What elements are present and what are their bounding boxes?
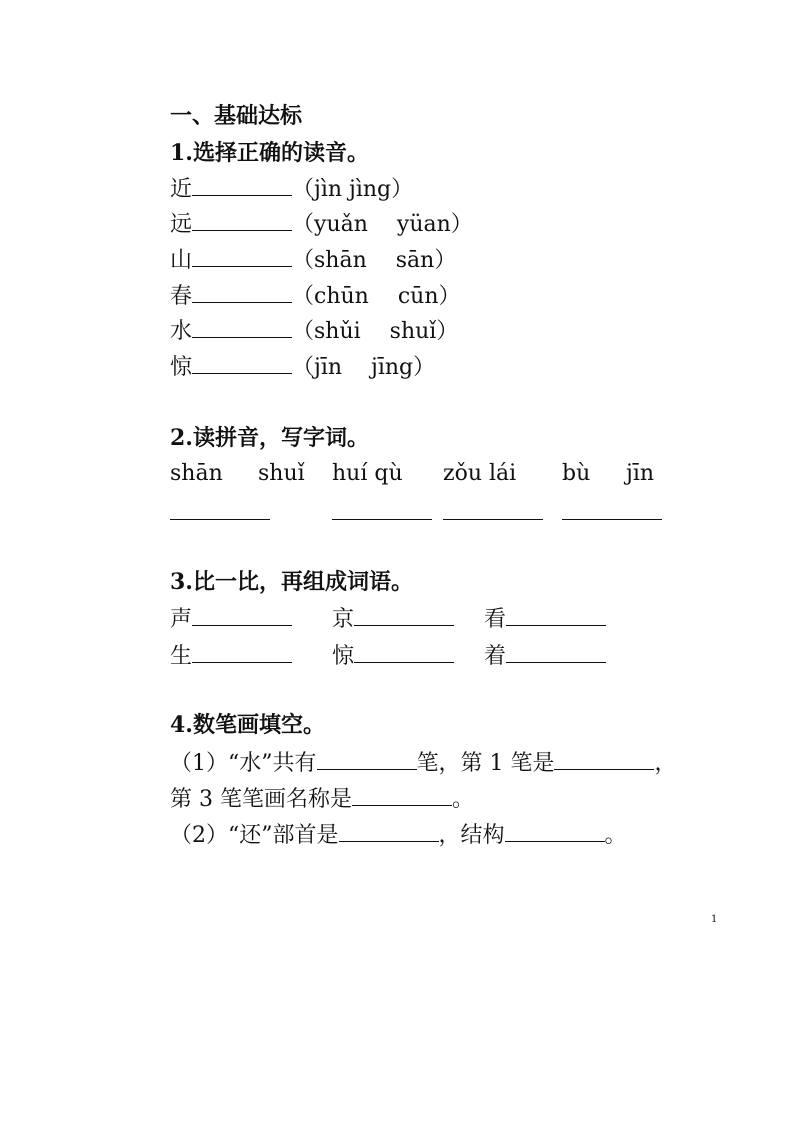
q3-char: 声 — [170, 607, 193, 632]
q3-item — [170, 603, 292, 635]
q1-char: 远 — [170, 212, 193, 237]
q1-char: 近 — [170, 177, 193, 202]
q2-pinyin: huí qù — [332, 461, 403, 486]
q2-blank-row — [0, 497, 794, 527]
answer-blank[interactable] — [505, 819, 605, 842]
q1-options: （shān sān） — [292, 248, 457, 273]
answer-blank[interactable] — [192, 603, 292, 626]
q1-row — [170, 208, 473, 240]
q1-char: 惊 — [170, 355, 193, 380]
answer-blank[interactable] — [352, 783, 452, 806]
q1-char: 水 — [170, 319, 193, 344]
q2-pinyin: jīn — [626, 461, 655, 486]
page-number: 1 — [711, 914, 718, 925]
q2-pinyin: shān — [170, 461, 223, 486]
q4-line — [170, 747, 677, 779]
answer-blank[interactable] — [554, 747, 654, 770]
q1-options: （shǔi shuǐ） — [292, 319, 459, 344]
q4-text: 。 — [451, 787, 474, 812]
answer-blank[interactable] — [506, 640, 606, 663]
answer-blank[interactable] — [317, 747, 417, 770]
q1-title: 1.选择正确的读音。 — [170, 140, 369, 166]
q1-row — [170, 173, 413, 205]
answer-blank[interactable] — [192, 351, 292, 374]
answer-blank[interactable] — [192, 244, 292, 267]
q4-text: 笔，第 1 笔是 — [416, 751, 555, 776]
answer-blank[interactable] — [192, 208, 292, 231]
q1-options: （chūn cūn） — [292, 284, 461, 309]
q2-pinyin: shuǐ — [258, 461, 305, 486]
q2-title: 2.读拼音，写字词。 — [170, 425, 369, 451]
q1-char: 山 — [170, 248, 193, 273]
q4-text: （1）“水”共有 — [170, 751, 317, 776]
q1-options: （yuǎn yüan） — [292, 212, 473, 237]
q1-options: （jīn jīng） — [292, 355, 436, 380]
q2-pinyin-row — [0, 459, 794, 489]
answer-blank[interactable] — [332, 497, 432, 520]
answer-blank[interactable] — [506, 603, 606, 626]
q3-item — [332, 640, 454, 672]
q3-item — [332, 603, 454, 635]
answer-blank[interactable] — [339, 819, 439, 842]
q3-char: 着 — [484, 644, 507, 669]
q4-text: ，结构 — [438, 823, 505, 848]
answer-blank[interactable] — [192, 173, 292, 196]
q3-item — [484, 603, 606, 635]
q3-char: 看 — [484, 607, 507, 632]
q2-pinyin: zǒu lái — [443, 461, 517, 486]
answer-blank[interactable] — [354, 603, 454, 626]
q3-item — [484, 640, 606, 672]
q4-line — [170, 783, 474, 815]
answer-blank[interactable] — [192, 640, 292, 663]
q4-text: 。 — [604, 823, 627, 848]
answer-blank[interactable] — [192, 280, 292, 303]
q1-options: （jìn jìng） — [292, 177, 414, 202]
answer-blank[interactable] — [354, 640, 454, 663]
answer-blank[interactable] — [562, 497, 662, 520]
q1-char: 春 — [170, 284, 193, 309]
answer-blank[interactable] — [170, 497, 270, 520]
q4-text: 第 3 笔笔画名称是 — [170, 787, 352, 812]
q1-row — [170, 351, 435, 383]
answer-blank[interactable] — [192, 315, 292, 338]
q3-char: 惊 — [332, 644, 355, 669]
q3-title: 3.比一比，再组成词语。 — [170, 569, 413, 595]
q1-row — [170, 244, 456, 276]
q3-item — [170, 640, 292, 672]
q4-title: 4.数笔画填空。 — [170, 712, 325, 738]
answer-blank[interactable] — [443, 497, 543, 520]
q3-char: 生 — [170, 644, 193, 669]
q4-text: ， — [654, 751, 677, 776]
q1-row — [170, 280, 461, 312]
q3-char: 京 — [332, 607, 355, 632]
q2-pinyin: bù — [562, 461, 591, 486]
q4-line — [170, 819, 627, 851]
section-title: 一、基础达标 — [170, 103, 303, 129]
q1-row — [170, 315, 458, 347]
q4-text: （2）“还”部首是 — [170, 823, 339, 848]
